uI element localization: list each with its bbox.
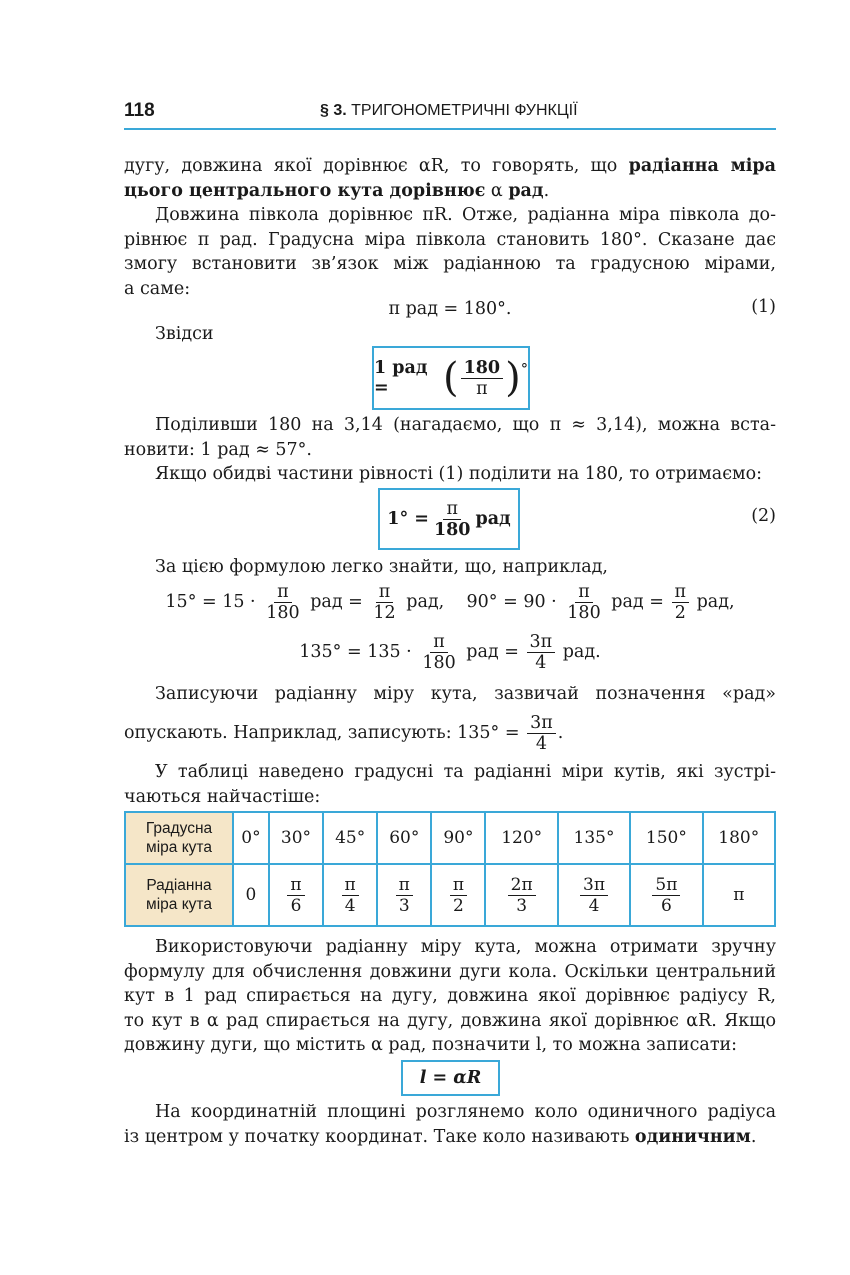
example-line-1: 15° = 15 · $\frac{\pi}{180}$ рад = $\frac{\pi}{12}$ рад, 90° = 90 · $\frac{\pi}{180}$ рад = $\frac{\pi}{2}$ рад,: [165, 582, 735, 623]
degree-cell: 30°: [269, 812, 323, 864]
degree-cell: 0°: [233, 812, 269, 864]
equation-2-number: (2): [751, 506, 776, 526]
formula-box-2: 1° = $\frac{\pi}{180}$ рад: [378, 488, 520, 550]
paragraph-3: Поділивши 180 на 3,14 (нагадаємо, що π ≈ 3,14), можна вста- новити: 1 рад ≈ 57°.: [124, 415, 776, 460]
radian-cell: $\frac{\pi}{6}$: [269, 864, 323, 926]
page-number: 118: [124, 100, 155, 121]
degree-cell: 180°: [703, 812, 775, 864]
radian-row-label: Радіанна міра кута: [125, 864, 233, 926]
paragraph-6: Записуючи радіанну міру кута, зазвичай позначення «рад» опускають. Наприклад, записують: 135° = $\frac{3\pi}{4}$ .: [124, 684, 776, 754]
paragraph-5: За цією формулою легко знайти, що, наприклад,: [155, 557, 608, 577]
radian-cell: $\frac{\pi}{3}$: [377, 864, 431, 926]
degree-cell: 150°: [630, 812, 702, 864]
radian-cell: $\frac{\pi}{2}$: [431, 864, 485, 926]
paragraph-8: Використовуючи радіанну міру кута, можна отримати зручну формулу для обчислення довжини дуги кола. Оскільки центральний кут в 1 рад спирається на дугу, довжина якої дорівнює радіусу R, то кут в α рад спирається на дугу, довжина якої дорівнює αR. Якщо довжину дуги, що містить α рад, позначити l, то можна записати:: [124, 937, 776, 1055]
paragraph-9: На координатній площині розглянемо коло одиничного радіуса із центром у початку координат. Таке коло називають одиничним.: [124, 1102, 776, 1147]
degree-cell: 45°: [323, 812, 377, 864]
paragraph-4: Якщо обидві частини рівності (1) поділити на 180, то отримаємо:: [155, 464, 763, 484]
fraction: $\frac{180}{\pi}$: [461, 358, 504, 399]
degree-row: [125, 812, 775, 864]
equation-1-number: (1): [751, 297, 776, 317]
degree-cell: 90°: [431, 812, 485, 864]
paragraph-2: Довжина півкола дорівнює πR. Отже, радіанна міра півкола до- рівнює π рад. Градусна міра півкола становить 180°. Сказане дає змогу встановити зв’язок між радіанною та градусною мірами, а саме:: [124, 205, 776, 299]
radian-cell: $\frac{2\pi}{3}$: [485, 864, 557, 926]
page-header: [124, 100, 776, 130]
example-line-2: 135° = 135 · $\frac{\pi}{180}$ рад = $\frac{3\pi}{4}$ рад.: [299, 632, 601, 673]
angle-table: [124, 811, 776, 927]
radian-cell: 0: [233, 864, 269, 926]
paragraph-7: У таблиці наведено градусні та радіанні міри кутів, які зустрі- чаються найчастіше:: [124, 762, 776, 807]
paragraph-1: дугу, довжина якої дорівнює αR, то говорять, що радіанна міра цього центрального кута дорівнює α рад.: [124, 156, 776, 201]
radian-row: [125, 864, 775, 926]
radian-cell: $\frac{5\pi}{6}$: [630, 864, 702, 926]
section-title: § 3. ТРИГОНОМЕТРИЧНІ ФУНКЦІЇ: [320, 102, 578, 119]
degree-cell: 135°: [558, 812, 630, 864]
degree-cell: 120°: [485, 812, 557, 864]
degree-row-label: Градусна міра кута: [125, 812, 233, 864]
radian-cell: $\frac{\pi}{4}$: [323, 864, 377, 926]
degree-cell: 60°: [377, 812, 431, 864]
zvidsy-text: Звідси: [155, 324, 214, 344]
radian-cell: π: [703, 864, 775, 926]
formula-box-3: l = αR: [401, 1060, 500, 1096]
formula-box-1: 1 рад = ( $\frac{180}{\pi}$ ) °: [372, 346, 530, 410]
equation-1: π рад = 180°.: [388, 299, 512, 319]
radian-cell: $\frac{3\pi}{4}$: [558, 864, 630, 926]
